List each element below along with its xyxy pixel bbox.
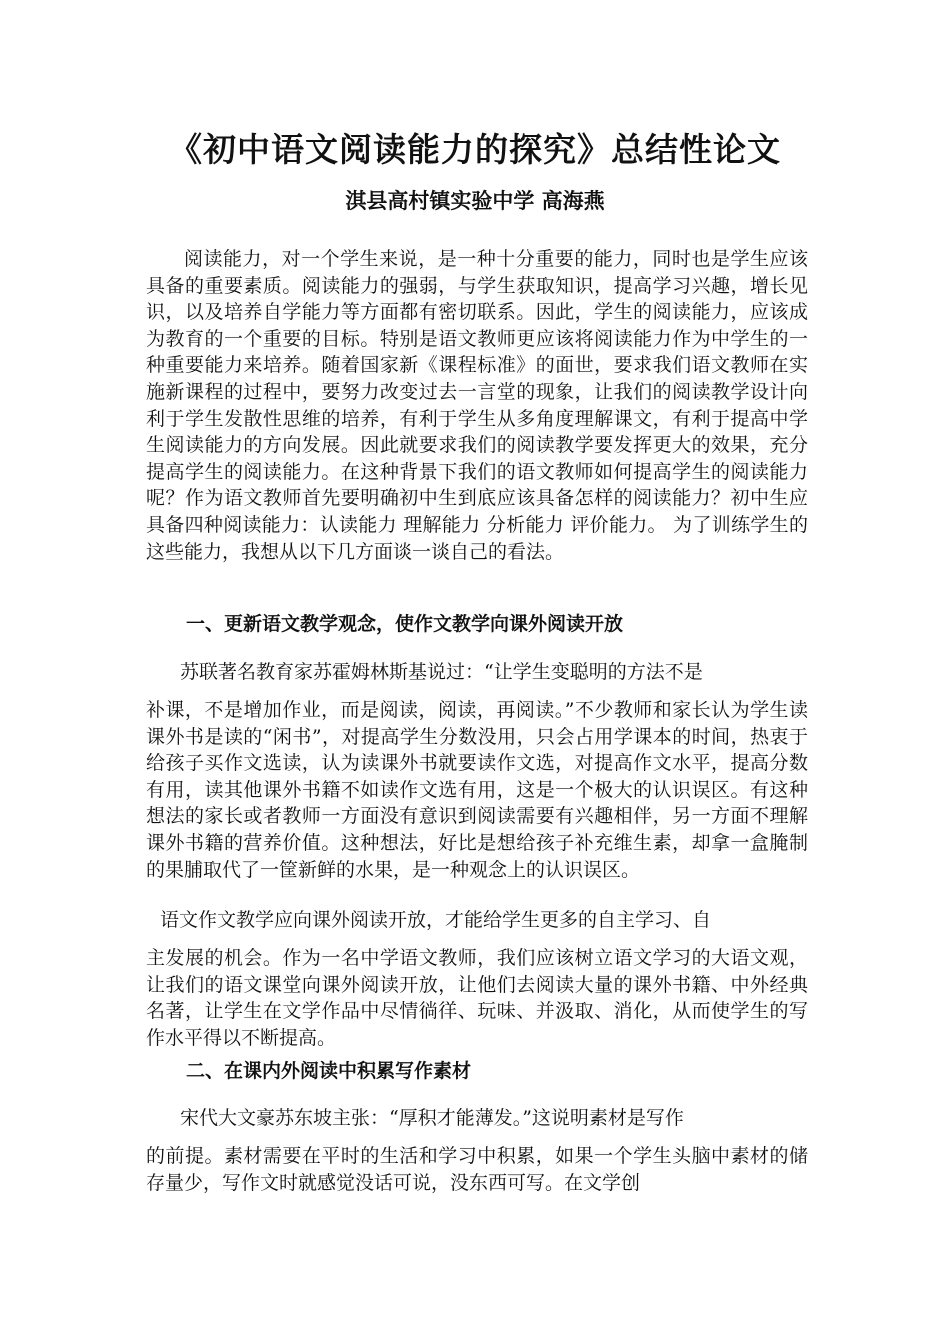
author-line: 淇县高村镇实验中学 高海燕	[345, 188, 605, 213]
document-title: 《初中语文阅读能力的探究》总结性论文	[169, 130, 781, 169]
section-2-heading: 二、在课内外阅读中积累写作素材	[186, 1060, 472, 1082]
section-2-paragraph-1-body: 的前提。素材需要在平时的生活和学习中积累，如果一个学生头脑中素材的储存量少，写作文时就感觉没话可说，没东西可写。在文学创	[146, 1145, 808, 1194]
section-1-heading: 一、更新语文教学观念，使作文教学向课外阅读开放	[186, 613, 624, 635]
section-1-paragraph-1-body: 补课，不是增加作业，而是阅读，阅读，再阅读。”不少教师和家长认为学生读课外书是读的“闲书”，对提高学生分数没用，只会占用学课本的时间，热衷于给孩子买作文选读，认为读课外书就要读作文选，对提高作文水平，提高分数有用，读其他课外书籍不如读作文选有用，这是一个极大的认识误区。有这种想法的家长或者教师一方面没有意识到阅读需要有兴趣相伴，另一方面不理解课外书籍的营养价值。这种想法，好比是想给孩子补充维生素，却拿一盒腌制的果脯取代了一筐新鲜的水果，是一种观念上的认识误区。	[146, 699, 808, 881]
section-2-paragraph-1-first-line: 宋代大文豪苏东坡主张：“厚积才能薄发。”这说明素材是写作	[180, 1107, 684, 1129]
section-1-paragraph-1-first-line: 苏联著名教育家苏霍姆林斯基说过：“让学生变聪明的方法不是	[180, 661, 703, 683]
section-1-paragraph-2-body: 主发展的机会。作为一名中学语文教师，我们应该树立语文学习的大语文观，让我们的语文课堂向课外阅读开放，让他们去阅读大量的课外书籍、中外经典名著，让学生在文学作品中尽情徜徉、玩味、并汲取、消化，从而使学生的写作水平得以不断提高。	[146, 947, 808, 1049]
intro-paragraph: 阅读能力，对一个学生来说，是一种十分重要的能力，同时也是学生应该具备的重要素质。阅读能力的强弱，与学生获取知识，提高学习兴趣，增长见识，以及培养自学能力等方面都有密切联系。因此，学生的阅读能力，应该成为教育的一个重要的目标。特别是语文教师更应该将阅读能力作为中学生的一种重要能力来培养。随着国家新《课程标准》的面世，要求我们语文教师在实施新课程的过程中，要努力改变过去一言堂的现象，让我们的阅读教学设计向利于学生发散性思维的培养，有利于学生从多角度理解课文，有利于提高中学生阅读能力的方向发展。因此就要求我们的阅读教学要发挥更大的效果，充分提高学生的阅读能力。在这种背景下我们的语文教师如何提高学生的阅读能力呢？作为语文教师首先要明确初中生到底应该具备怎样的阅读能力？初中生应具备四种阅读能力：认读能力 理解能力 分析能力 评价能力。 为了训练学生的这些能力，我想从以下几方面谈一谈自己的看法。	[146, 248, 808, 563]
section-1-paragraph-2-first-line: 语文作文教学应向课外阅读开放，才能给学生更多的自主学习、自	[160, 909, 712, 931]
